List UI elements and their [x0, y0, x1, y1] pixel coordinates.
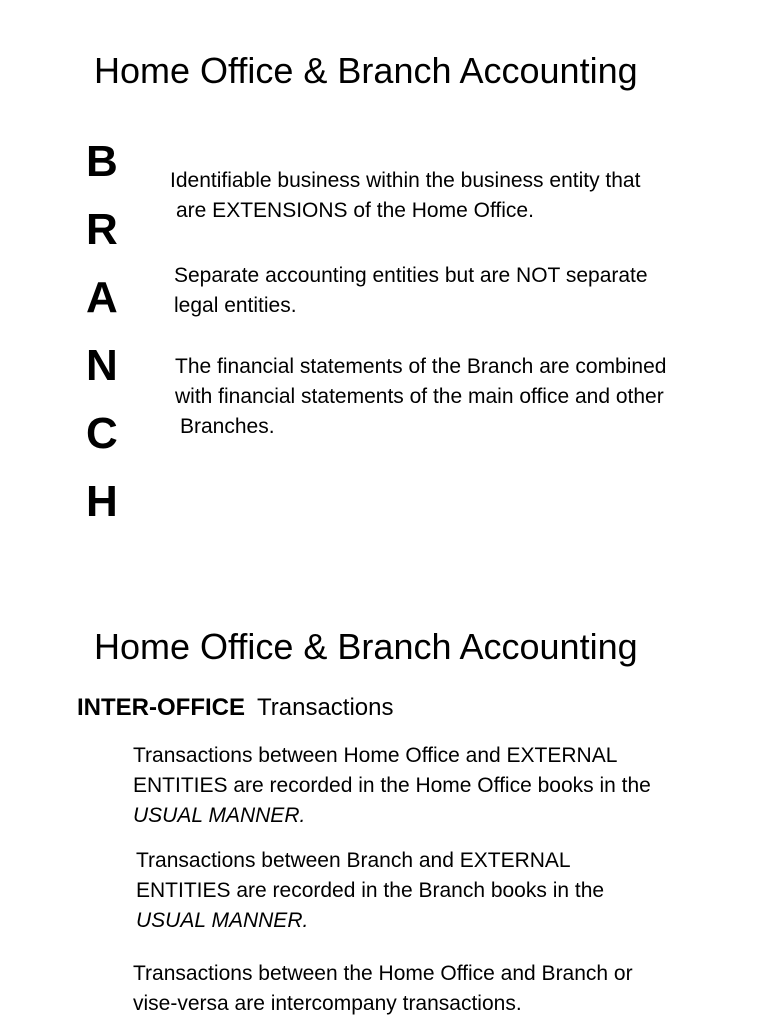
paragraph-line: with financial statements of the main office and other	[175, 385, 664, 408]
paragraph-line: Transactions between Branch and EXTERNAL	[136, 849, 571, 872]
acronym-letter-b: B	[86, 137, 118, 186]
subheading-text: Transactions	[257, 694, 394, 721]
branch-transactions-paragraph	[136, 846, 604, 936]
intercompany-transactions-paragraph	[133, 959, 633, 1019]
slide-title: Home Office & Branch Accounting	[94, 626, 638, 667]
paragraph-line: Transactions between Home Office and EXTERNAL	[133, 744, 618, 767]
subheading-bold: INTER-OFFICE	[77, 694, 245, 721]
financial-statements-paragraph	[175, 352, 666, 442]
acronym-letter-r: R	[86, 205, 118, 254]
paragraph-line: Transactions between the Home Office and Branch or	[133, 962, 633, 985]
acronym-letter-h: H	[86, 477, 118, 526]
paragraph-line: Identifiable business within the business entity that	[170, 169, 641, 192]
legal-entity-paragraph	[174, 261, 648, 321]
paragraph-line-emphasis: USUAL MANNER.	[133, 804, 306, 827]
paragraph-line: Branches.	[180, 415, 275, 438]
paragraph-line-emphasis: USUAL MANNER.	[136, 909, 309, 932]
acronym-letter-c: C	[86, 409, 118, 458]
paragraph-line: Separate accounting entities but are NOT separate	[174, 264, 648, 287]
paragraph-line: ENTITIES are recorded in the Branch books in the	[136, 879, 605, 902]
paragraph-line: ENTITIES are recorded in the Home Office books in the	[133, 774, 651, 797]
home-office-transactions-paragraph	[133, 741, 651, 831]
acronym-letter-a: A	[86, 273, 118, 322]
acronym-letter-n: N	[86, 341, 118, 390]
slide-inter-office-transactions	[0, 600, 768, 1024]
definition-paragraph	[170, 166, 640, 226]
section-subheading	[77, 692, 394, 724]
paragraph-line: vise-versa are intercompany transactions.	[133, 992, 522, 1015]
paragraph-line: The financial statements of the Branch are combined	[175, 355, 667, 378]
paragraph-line: legal entities.	[174, 294, 297, 317]
branch-acronym	[86, 128, 126, 536]
slide-title: Home Office & Branch Accounting	[94, 50, 638, 91]
paragraph-line: are EXTENSIONS of the Home Office.	[176, 199, 534, 222]
